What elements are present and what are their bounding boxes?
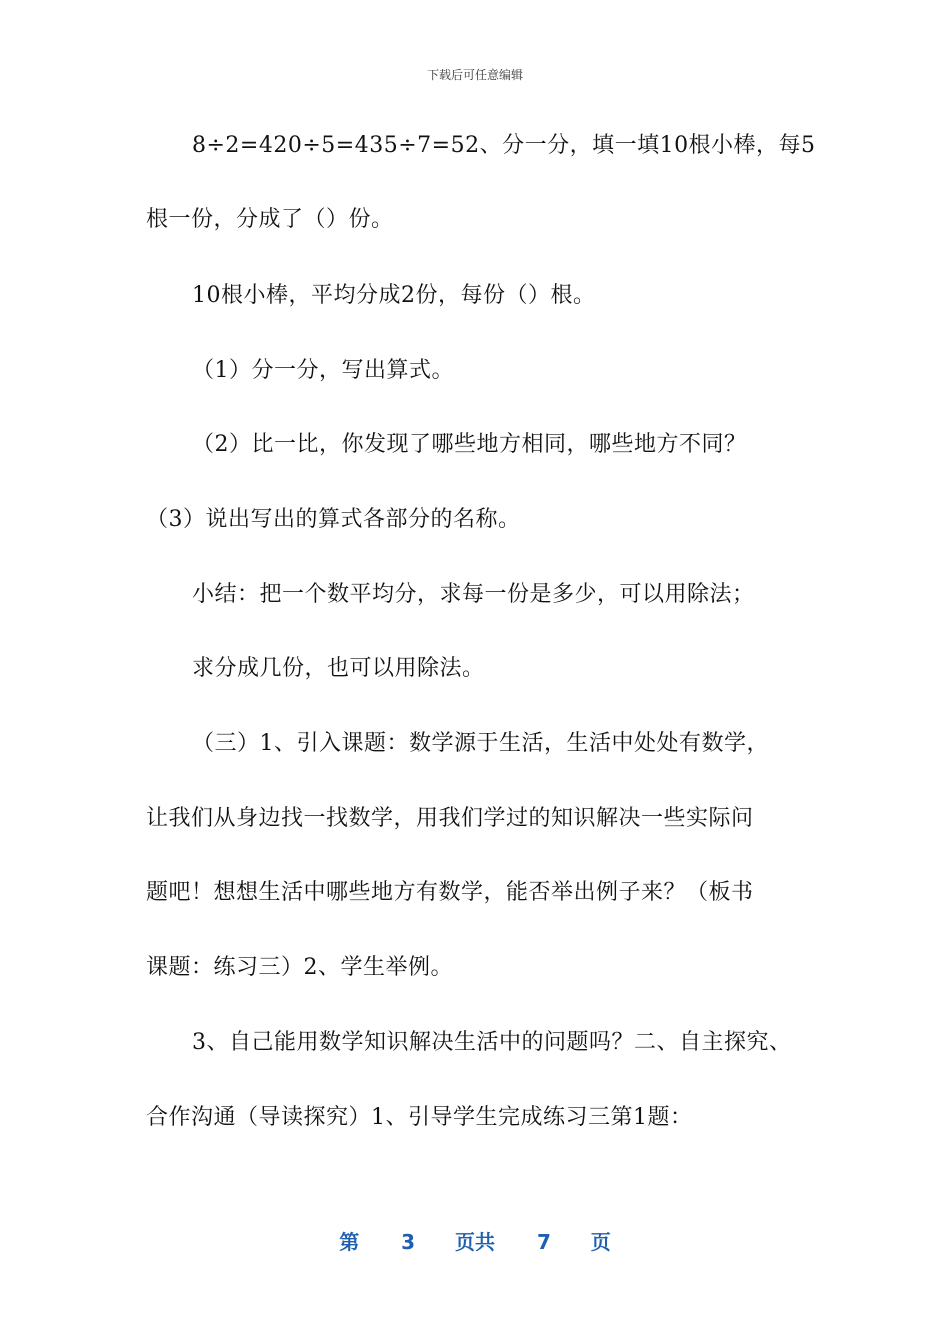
body-line: 3、自己能用数学知识解决生活中的问题吗？二、自主探究、 (192, 1030, 792, 1055)
body-line: （三）1、引入课题：数学源于生活，生活中处处有数学， (192, 731, 769, 756)
footer-total-pages: 7 (536, 1230, 551, 1254)
footer-page-suffix: 页共 (455, 1230, 495, 1254)
footer-total-suffix: 页 (590, 1230, 611, 1254)
body-line: 题吧！想想生活中哪些地方有数学，能否举出例子来？（板书 (146, 880, 754, 905)
body-line: 合作沟通（导读探究）1、引导学生完成练习三第1题： (146, 1105, 693, 1130)
body-line: 课题：练习三）2、学生举例。 (146, 955, 453, 980)
footer-page-number: 3 (401, 1230, 416, 1254)
body-line: 8÷2=420÷5=435÷7=52、分一分，填一填10根小棒，每5 (192, 133, 816, 158)
body-line: （3）说出写出的算式各部分的名称。 (146, 507, 521, 532)
body-line: （2）比一比，你发现了哪些地方相同，哪些地方不同？ (192, 432, 747, 457)
body-line: 让我们从身边找一找数学，用我们学过的知识解决一些实际问 (146, 806, 754, 831)
page-header: 下载后可任意编辑 (426, 68, 523, 82)
body-line: 10根小棒，平均分成2份，每份（）根。 (192, 283, 596, 308)
body-line: （1）分一分，写出算式。 (192, 358, 454, 383)
page-footer (0, 1226, 950, 1255)
body-line: 根一份，分成了（）份。 (146, 207, 394, 232)
body-line: 求分成几份，也可以用除法。 (192, 656, 485, 681)
body-line: 小结：把一个数平均分，求每一份是多少，可以用除法； (192, 582, 755, 607)
footer-page-label: 第 (339, 1230, 360, 1254)
